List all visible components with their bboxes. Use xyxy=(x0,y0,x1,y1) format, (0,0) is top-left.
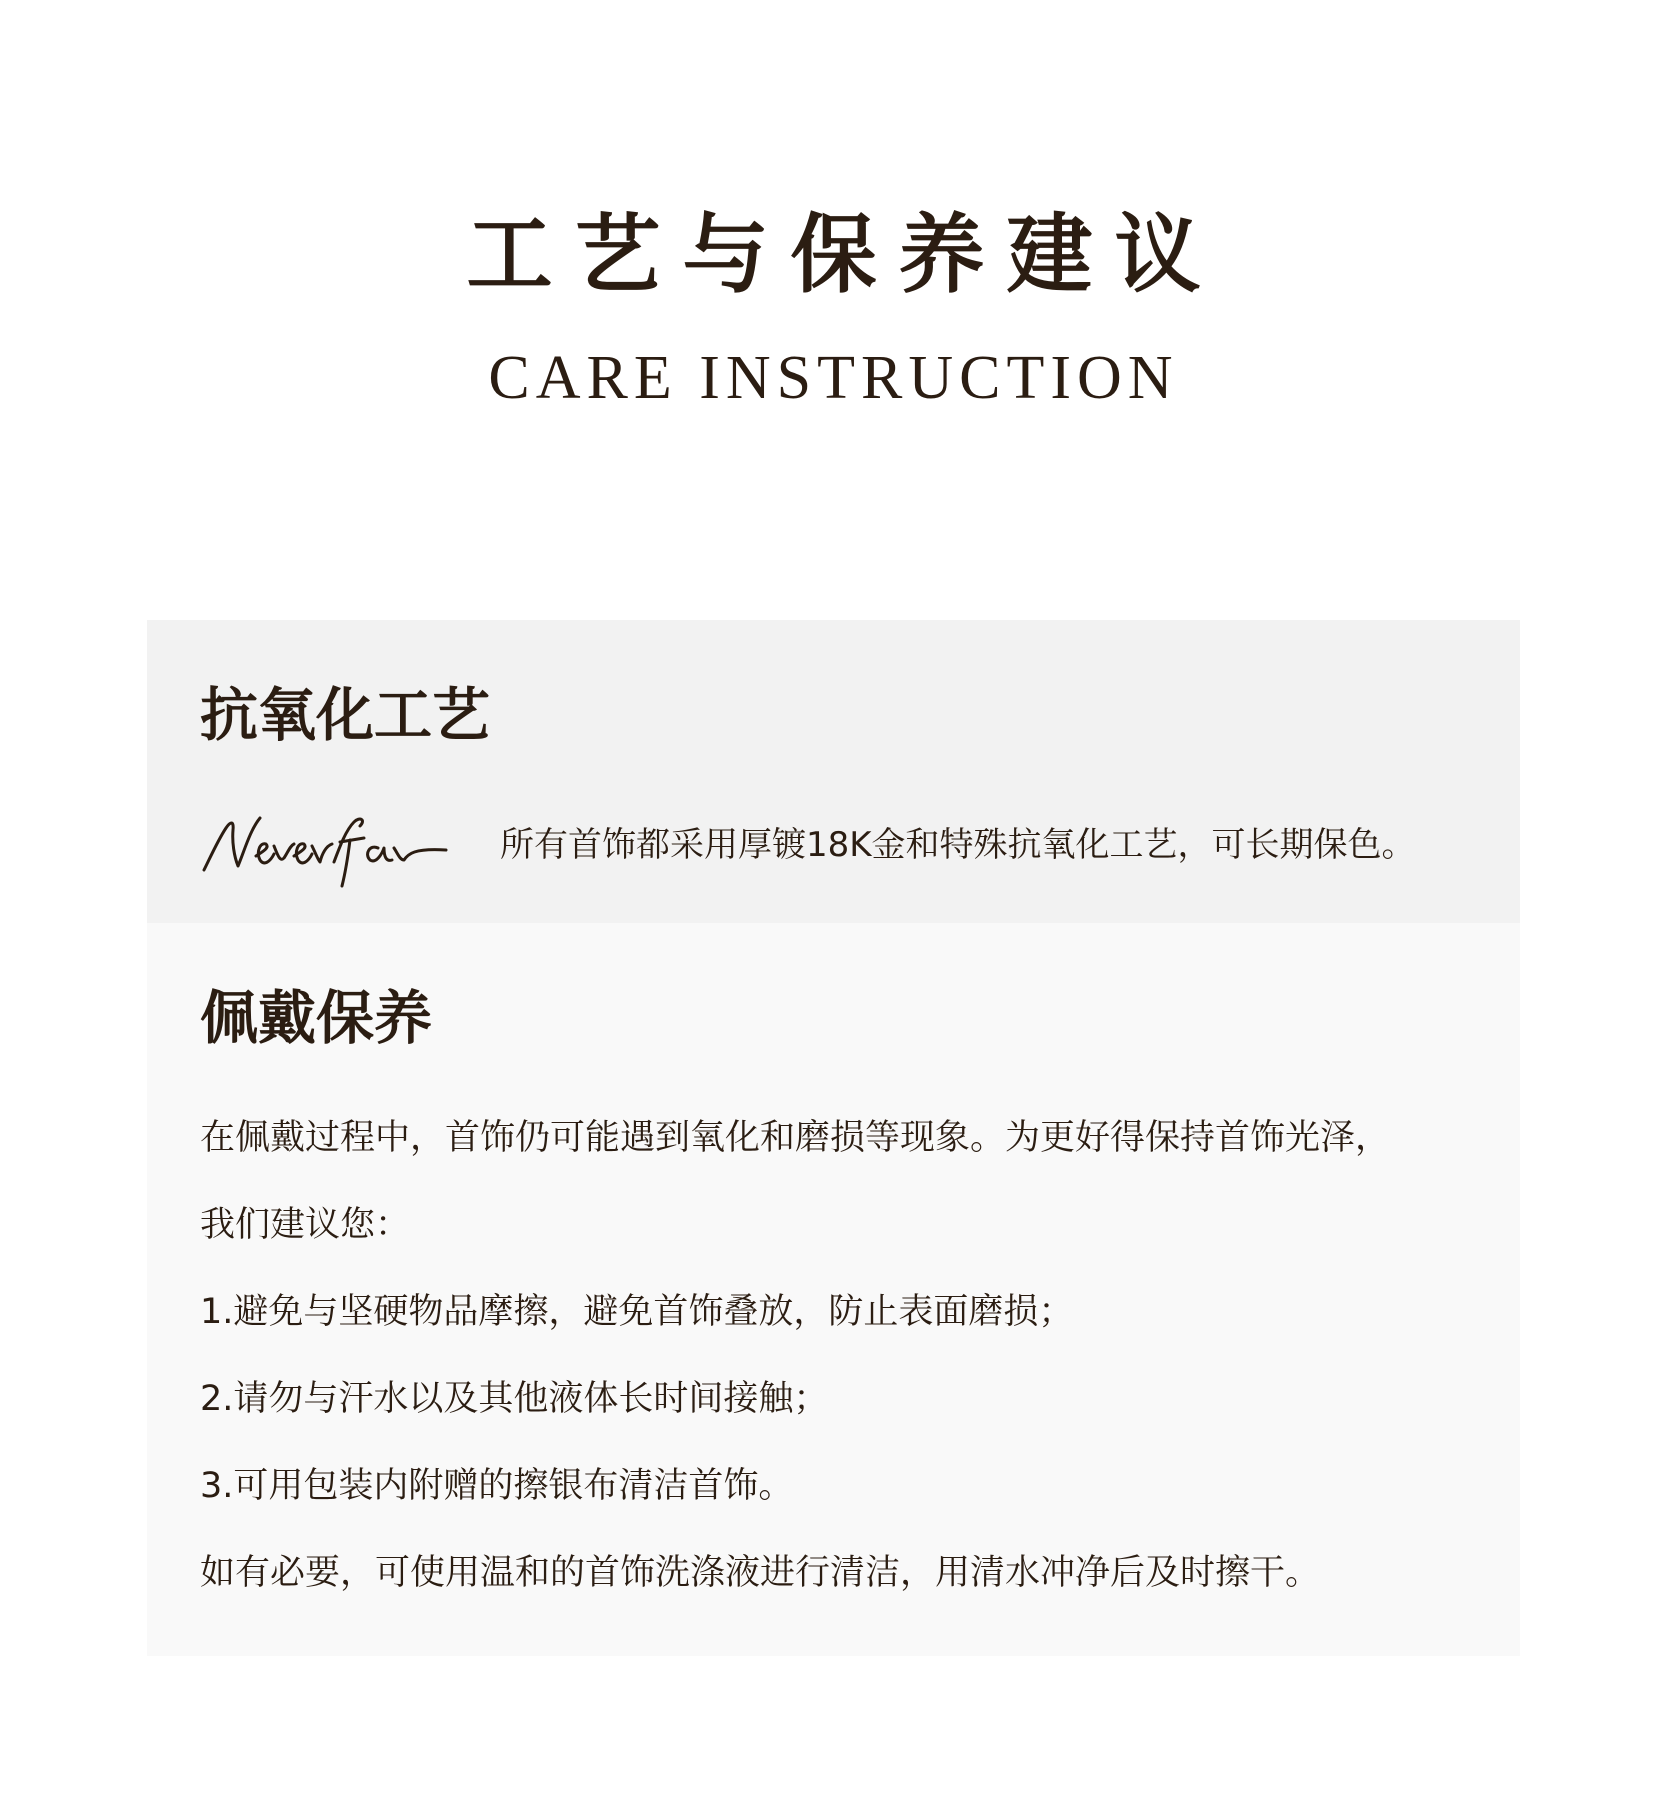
care-tip-item: 1.避免与坚硬物品摩擦，避免首饰叠放，防止表面磨损； xyxy=(200,1292,1074,1332)
care-intro-line: 在佩戴过程中，首饰仍可能遇到氧化和磨损等现象。为更好得保持首饰光泽， xyxy=(200,1118,1391,1158)
anti-oxidation-description: 所有首饰都采用厚镀18K金和特殊抗氧化工艺，可长期保色。 xyxy=(500,825,1416,865)
page-header xyxy=(0,200,1667,418)
anti-oxidation-title: 抗氧化工艺 xyxy=(200,681,491,749)
care-instructions xyxy=(200,1118,1390,1640)
care-intro-line: 我们建议您： xyxy=(200,1205,411,1245)
brand-logo xyxy=(200,800,450,890)
care-tip-item: 3.可用包装内附赠的擦银布清洁首饰。 xyxy=(200,1466,794,1506)
brand-row xyxy=(200,800,1416,890)
care-card xyxy=(147,923,1520,1656)
care-tip-item: 2.请勿与汗水以及其他液体长时间接触； xyxy=(200,1379,829,1419)
page-title: 工艺与保养建议 xyxy=(466,205,1223,305)
anti-oxidation-card xyxy=(147,620,1520,923)
care-note: 如有必要，可使用温和的首饰洗涤液进行清洁，用清水冲净后及时擦干。 xyxy=(200,1553,1321,1593)
page-subtitle: CARE INSTRUCTION xyxy=(488,344,1179,412)
care-title: 佩戴保养 xyxy=(200,984,433,1052)
